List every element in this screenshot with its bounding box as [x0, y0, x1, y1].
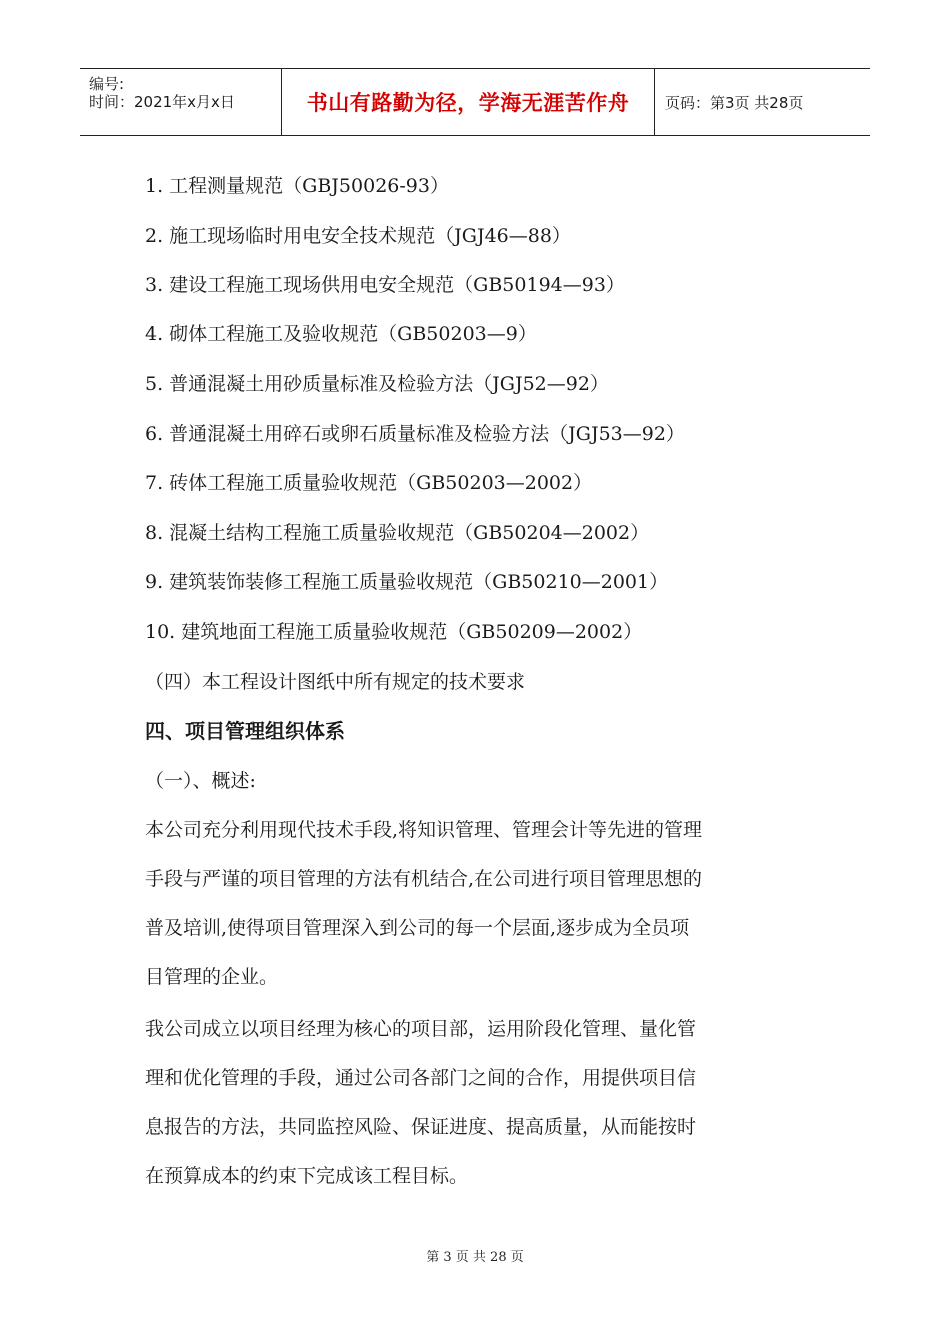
page-footer: 第 3 页 共 28 页	[426, 1250, 524, 1265]
header-motto: 书山有路勤为径，学海无涯苦作舟	[306, 91, 630, 115]
header-meta-cell	[80, 69, 282, 135]
standard-item-4: 4. 砌体工程施工及验收规范（GB50203—9）	[145, 323, 537, 345]
standard-item-2: 2. 施工现场临时用电安全技术规范（JGJ46—88）	[145, 225, 571, 247]
document-date: 时间：2021年x月x日	[89, 93, 235, 111]
section-heading: 四、项目管理组织体系	[145, 719, 345, 743]
header-page-info: 页码：第3页 共28页	[665, 93, 804, 112]
header-page-cell	[655, 69, 870, 135]
header-motto-cell	[282, 69, 655, 135]
paragraph-line: 在预算成本的约束下完成该工程目标。	[145, 1165, 469, 1187]
standard-item-7: 7. 砖体工程施工质量验收规范（GB50203—2002）	[145, 472, 593, 494]
standard-item-8: 8. 混凝土结构工程施工质量验收规范（GB50204—2002）	[145, 522, 650, 544]
paragraph-line: 普及培训,使得项目管理深入到公司的每一个层面,逐步成为全员项	[145, 917, 690, 939]
overview-paragraph-1	[145, 806, 810, 1002]
subsection-heading: （一）、概述:	[145, 770, 256, 792]
paragraph-line: 理和优化管理的手段，通过公司各部门之间的合作，用提供项目信	[145, 1067, 697, 1089]
paragraph-line: 目管理的企业。	[145, 966, 279, 988]
paragraph-line: 我公司成立以项目经理为核心的项目部，运用阶段化管理、量化管	[145, 1018, 697, 1040]
paragraph-line: 息报告的方法，共同监控风险、保证进度、提高质量，从而能按时	[145, 1116, 697, 1138]
standard-item-5: 5. 普通混凝土用砂质量标准及检验方法（JGJ52—92）	[145, 373, 609, 395]
document-header	[80, 68, 870, 136]
standard-item-6: 6. 普通混凝土用碎石或卵石质量标准及检验方法（JGJ53—92）	[145, 423, 685, 445]
paragraph-line: 本公司充分利用现代技术手段,将知识管理、管理会计等先进的管理	[145, 819, 703, 841]
standard-item-3: 3. 建设工程施工现场供用电安全规范（GB50194—93）	[145, 274, 625, 296]
section4-design-requirements: （四）本工程设计图纸中所有规定的技术要求	[145, 671, 526, 693]
document-number-label: 编号:	[89, 75, 125, 93]
standard-item-1: 1. 工程测量规范（GBJ50026-93）	[145, 175, 449, 197]
standard-item-9: 9. 建筑装饰装修工程施工质量验收规范（GB50210—2001）	[145, 571, 669, 593]
paragraph-line: 手段与严谨的项目管理的方法有机结合,在公司进行项目管理思想的	[145, 868, 703, 890]
standard-item-10: 10. 建筑地面工程施工质量验收规范（GB50209—2002）	[145, 621, 643, 643]
overview-paragraph-2	[145, 1005, 810, 1201]
